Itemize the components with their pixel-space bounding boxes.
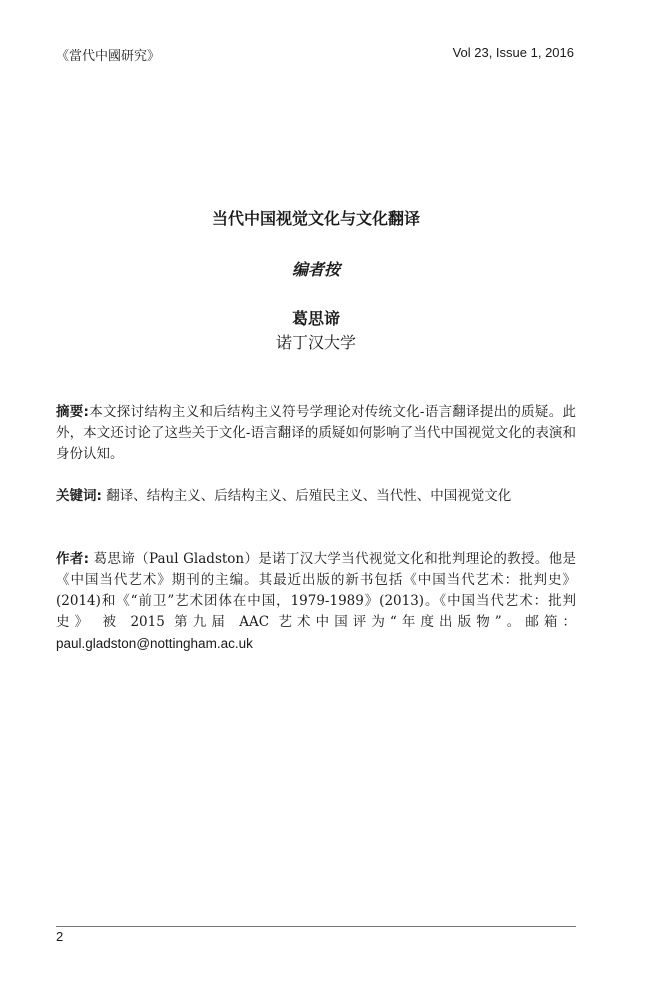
keywords-label: 关键词: xyxy=(56,488,102,504)
author-email-link[interactable]: paul.gladston@nottingham.ac.uk xyxy=(56,636,253,651)
article-title: 当代中国视觉文化与文化翻译 xyxy=(211,209,420,228)
issue-info: Vol 23, Issue 1, 2016 xyxy=(452,45,574,60)
keywords-paragraph xyxy=(56,486,576,507)
journal-title: 《當代中國研究》 xyxy=(56,49,161,64)
author-bio-paragraph xyxy=(56,549,576,655)
keywords-text: 翻译、结构主义、后结构主义、后殖民主义、当代性、中国视觉文化 xyxy=(101,488,512,504)
footer-divider xyxy=(56,926,576,927)
abstract-text: 本文探讨结构主义和后结构主义符号学理论对传统文化-语言翻译提出的质疑。此外，本文还讨论了这些关于文化-语言翻译的质疑如何影响了当代中国视觉文化的表演和身份认知。 xyxy=(56,404,576,462)
page-number: 2 xyxy=(56,929,64,944)
author-name: 葛思谛 xyxy=(291,309,340,328)
abstract-paragraph xyxy=(56,402,576,465)
article-subtitle: 编者按 xyxy=(291,260,340,279)
abstract-label: 摘要: xyxy=(56,404,89,420)
author-affiliation: 诺丁汉大学 xyxy=(275,333,356,352)
author-bio-label: 作者: xyxy=(56,551,90,567)
author-bio-text: 葛思谛（Paul Gladston）是诺丁汉大学当代视觉文化和批判理论的教授。他是《中国当代艺术》期刊的主编。其最近出版的新书包括《中国当代艺术：批判史》(2014)和《“前卫”艺术团体在中国，1979-1989》(2013)。《中国当代艺术：批判史》 被 2015 第九届 AAC 艺术中国评为“年度出版物”。邮箱： xyxy=(56,551,576,630)
